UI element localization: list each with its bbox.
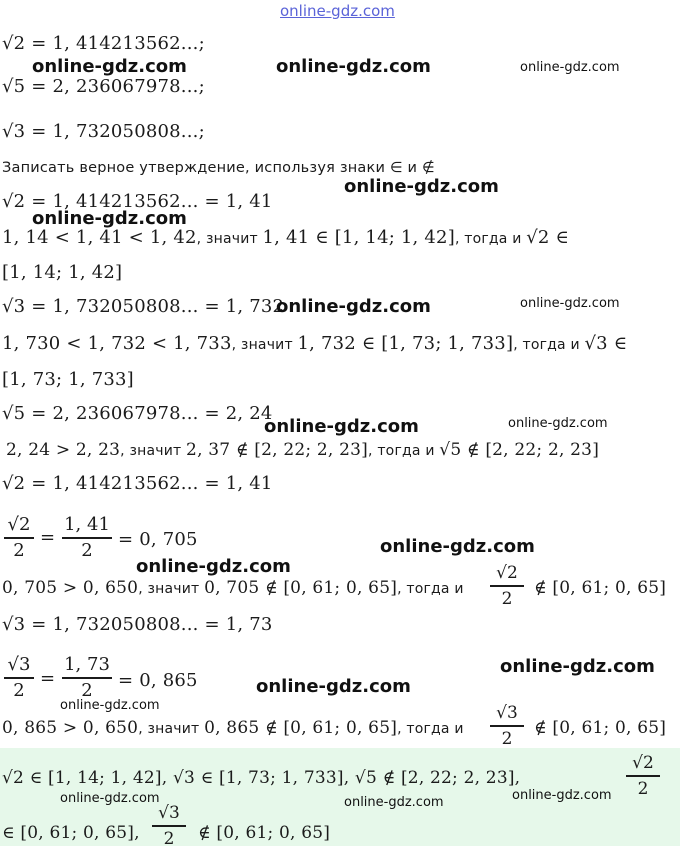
step5-fraction-conclusion: √3 2 bbox=[490, 702, 524, 750]
watermark: online-gdz.com bbox=[32, 208, 187, 229]
answer-line1: √2 ∈ [1, 14; 1, 42], √3 ∈ [1, 73; 1, 733], √5 ∉ [2, 22; 2, 23], bbox=[2, 768, 521, 788]
step3-then: , тогда и bbox=[368, 443, 435, 459]
watermark: online-gdz.com bbox=[264, 416, 419, 437]
step2-then: , тогда и bbox=[513, 337, 580, 353]
step1-compare: 1, 14 < 1, 41 < 1, 42 bbox=[2, 227, 197, 248]
step5-compare-line bbox=[2, 717, 464, 740]
step4-conclusion: ∉ [0, 61; 0, 65] bbox=[534, 578, 667, 598]
answer-fraction-sqrt3-over-2: √3 2 bbox=[152, 802, 186, 850]
watermark: online-gdz.com bbox=[512, 788, 612, 803]
step3-member: 2, 37 ∉ [2, 22; 2, 23] bbox=[186, 440, 369, 460]
step5-result: = 0, 865 bbox=[118, 670, 198, 691]
step4-compare-line bbox=[2, 577, 464, 600]
instruction-text: Записать верное утверждение, используя знаки ∈ и ∉ bbox=[2, 160, 435, 176]
watermark: online-gdz.com bbox=[276, 296, 431, 317]
watermark: online-gdz.com bbox=[32, 56, 187, 77]
step5-compare: 0, 865 > 0, 650 bbox=[2, 718, 139, 738]
watermark: online-gdz.com bbox=[136, 556, 291, 577]
step1-then: , тогда и bbox=[454, 231, 522, 247]
watermark: online-gdz.com bbox=[508, 416, 608, 431]
step2-compare-line bbox=[2, 333, 627, 356]
step4-means: , значит bbox=[138, 581, 200, 597]
step1-interval: [1, 14; 1, 42] bbox=[2, 262, 123, 283]
watermark: online-gdz.com bbox=[344, 176, 499, 197]
step2-value: √3 = 1, 732050808... = 1, 732 bbox=[2, 296, 285, 317]
answer-line2-end: ∉ [0, 61; 0, 65] bbox=[198, 823, 331, 843]
step4-then: , тогда и bbox=[397, 581, 464, 597]
answer-fraction-sqrt2-over-2: √2 2 bbox=[626, 752, 660, 800]
step5-value: √3 = 1, 732050808... = 1, 73 bbox=[2, 614, 273, 635]
step1-member: 1, 41 ∈ [1, 14; 1, 42] bbox=[262, 227, 455, 248]
step4-fraction-141-over-2: 1, 41 2 bbox=[62, 514, 112, 562]
step1-means: , значит bbox=[196, 231, 258, 247]
given-sqrt2: √2 = 1, 414213562...; bbox=[2, 33, 205, 54]
step4-fraction-sqrt2-over-2: √2 2 bbox=[4, 514, 34, 562]
step5-member: 0, 865 ∉ [0, 61; 0, 65] bbox=[204, 718, 398, 738]
step1-compare-line bbox=[2, 227, 569, 250]
step4-equals: = bbox=[40, 527, 56, 548]
step3-conclusion: √5 ∉ [2, 22; 2, 23] bbox=[439, 440, 600, 460]
watermark: online-gdz.com bbox=[344, 795, 444, 810]
step4-result: = 0, 705 bbox=[118, 529, 198, 550]
step3-value: √5 = 2, 236067978... = 2, 24 bbox=[2, 403, 273, 424]
step4-compare: 0, 705 > 0, 650 bbox=[2, 578, 139, 598]
watermark: online-gdz.com bbox=[380, 536, 535, 557]
step2-means: , значит bbox=[231, 337, 293, 353]
step5-equals: = bbox=[40, 668, 56, 689]
step5-fraction-173-over-2: 1, 73 2 bbox=[62, 654, 112, 702]
watermark: online-gdz.com bbox=[276, 56, 431, 77]
given-sqrt5: √5 = 2, 236067978...; bbox=[2, 76, 205, 97]
step4-fraction-conclusion: √2 2 bbox=[490, 562, 524, 610]
step1-value: √2 = 1, 414213562... = 1, 41 bbox=[2, 191, 273, 212]
step2-compare: 1, 730 < 1, 732 < 1, 733 bbox=[2, 333, 232, 354]
watermark: online-gdz.com bbox=[500, 656, 655, 677]
step3-compare-line bbox=[6, 439, 599, 462]
step1-conclusion: √2 ∈ bbox=[526, 227, 569, 248]
step2-member: 1, 732 ∈ [1, 73; 1, 733] bbox=[297, 333, 514, 354]
given-sqrt3: √3 = 1, 732050808...; bbox=[2, 121, 205, 142]
watermark: online-gdz.com bbox=[60, 791, 160, 806]
watermark: online-gdz.com bbox=[520, 296, 620, 311]
step3-compare: 2, 24 > 2, 23 bbox=[6, 440, 121, 460]
step5-conclusion: ∉ [0, 61; 0, 65] bbox=[534, 718, 667, 738]
step4-member: 0, 705 ∉ [0, 61; 0, 65] bbox=[204, 578, 398, 598]
step2-conclusion: √3 ∈ bbox=[584, 333, 628, 354]
answer-line2-start: ∈ [0, 61; 0, 65], bbox=[2, 823, 140, 843]
watermark: online-gdz.com bbox=[520, 60, 620, 75]
watermark: online-gdz.com bbox=[60, 698, 160, 713]
watermark: online-gdz.com bbox=[256, 676, 411, 697]
top-watermark-link[interactable]: online-gdz.com bbox=[280, 2, 395, 20]
step5-means: , значит bbox=[138, 721, 200, 737]
step5-then: , тогда и bbox=[397, 721, 464, 737]
step4-value: √2 = 1, 414213562... = 1, 41 bbox=[2, 473, 273, 494]
step3-means: , значит bbox=[120, 443, 182, 459]
step5-fraction-sqrt3-over-2: √3 2 bbox=[4, 654, 34, 702]
step2-interval: [1, 73; 1, 733] bbox=[2, 369, 134, 390]
